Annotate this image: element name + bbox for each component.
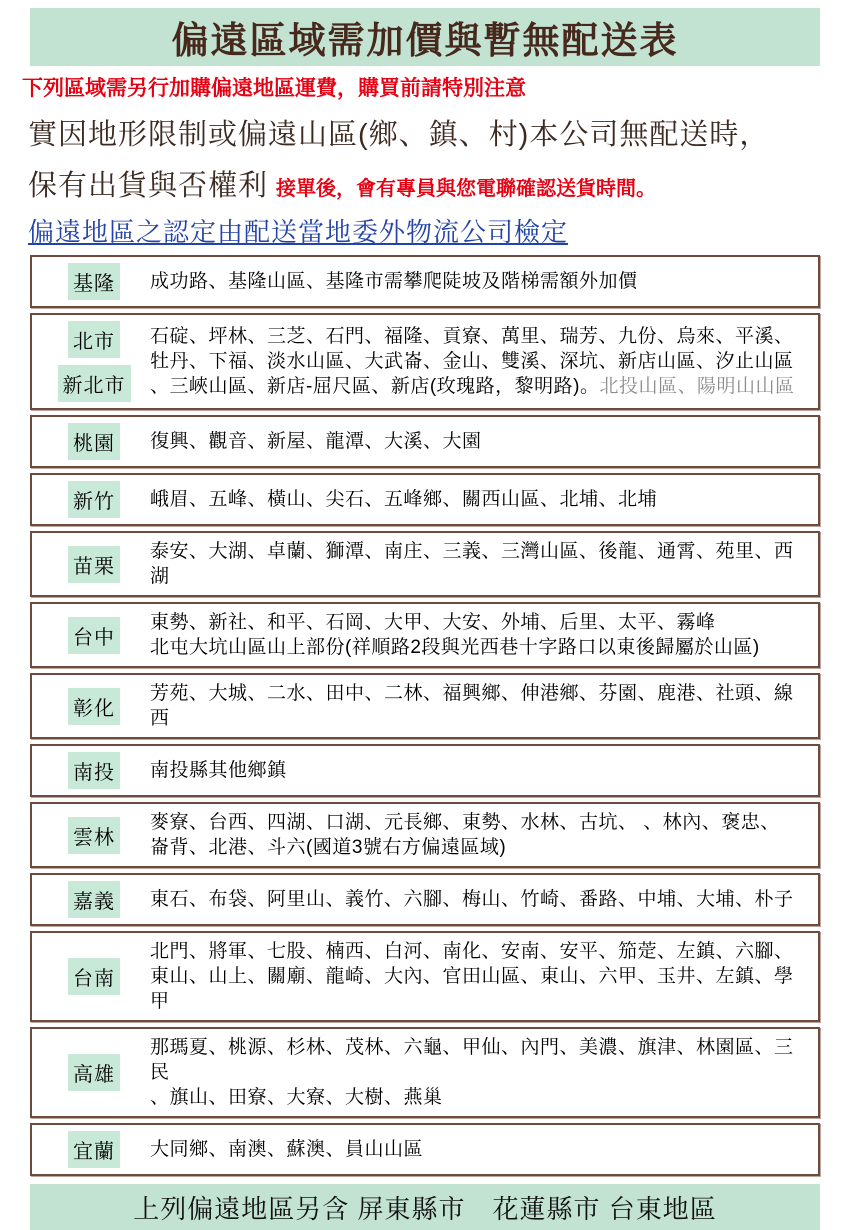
region-label: 台南	[68, 958, 120, 995]
row-line-text: 牡丹、下福、淡水山區、大武崙、金山、雙溪、深坑、新店山區、汐止山區	[150, 351, 794, 372]
region-label: 宜蘭	[68, 1131, 120, 1168]
row-line-text: 泰安、大湖、卓蘭、獅潭、南庄、三義、三灣山區、後龍、通霄、苑里、西湖	[150, 541, 794, 587]
table-row	[30, 255, 820, 308]
region-area-list	[150, 269, 638, 294]
row-line-text: 大同鄉、南澳、蘇澳、員山山區	[150, 1139, 424, 1160]
row-line-text: 、三峽山區、新店-屈尺區、新店(玫瑰路，黎明路)。	[150, 376, 600, 397]
row-line	[150, 1137, 423, 1162]
row-line-text: 成功路、基隆山區、基隆市需攀爬陡坡及階梯需額外加價	[150, 271, 638, 292]
region-area-list	[150, 939, 810, 1014]
table-row	[30, 873, 820, 926]
row-line	[150, 887, 794, 912]
row-line	[150, 374, 795, 399]
row-line-text: 復興、觀音、新屋、龍潭、大溪、大園	[150, 431, 482, 452]
region-area-list	[150, 1137, 423, 1162]
region-label-group	[52, 617, 136, 654]
region-label: 嘉義	[68, 881, 120, 918]
row-line	[150, 835, 780, 860]
blue-definition-line: 偏遠地區之認定由配送當地委外物流公司檢定	[28, 217, 569, 247]
region-label: 苗栗	[68, 546, 120, 583]
region-label: 雲林	[68, 817, 120, 854]
row-line-text: 芳苑、大城、二水、田中、二林、福興鄉、伸港鄉、芬園、鹿港、社頭、線西	[150, 683, 794, 729]
row-line-text: 東山、山上、關廟、龍崎、大內、官田山區、東山、六甲、玉井、左鎮、學甲	[150, 966, 794, 1012]
region-area-list	[150, 610, 760, 660]
region-label-group	[52, 423, 136, 460]
region-label: 新竹	[68, 481, 120, 518]
body-text-line2	[28, 163, 850, 204]
region-label-group	[52, 546, 136, 583]
body-text-line1: 實因地形限制或偏遠山區(鄉、鎮、村)本公司無配送時，	[28, 119, 770, 151]
table-row	[30, 313, 820, 410]
region-label: 南投	[68, 752, 120, 789]
row-line	[150, 810, 780, 835]
table-row	[30, 415, 820, 468]
region-label-group	[52, 752, 136, 789]
region-area-list	[150, 324, 795, 399]
row-line	[150, 610, 760, 635]
region-label: 桃園	[68, 423, 120, 460]
region-label-group	[52, 321, 136, 402]
region-label-group	[52, 817, 136, 854]
row-line	[150, 939, 810, 964]
region-label: 彰化	[68, 688, 120, 725]
table-row	[30, 1123, 820, 1176]
row-line	[150, 349, 795, 374]
region-label: 台中	[68, 617, 120, 654]
table-row	[30, 744, 820, 797]
region-area-list	[150, 810, 780, 860]
footer-text: 上列偏遠地區另含 屏東縣市 花蓮縣市 台東地區	[133, 1193, 717, 1224]
region-area-list	[150, 758, 287, 783]
row-line-text: 峨眉、五峰、橫山、尖石、五峰鄉、關西山區、北埔、北埔	[150, 489, 658, 510]
row-line-text: 北屯大坑山區山上部份(祥順路2段與光西巷十字路口以東後歸屬於山區)	[150, 637, 760, 658]
row-line	[150, 635, 760, 660]
page-title: 偏遠區域需加價與暫無配送表	[171, 20, 679, 61]
row-line-text: 那瑪夏、桃源、杉林、茂林、六龜、甲仙、內門、美濃、旗津、林園區、三民	[150, 1037, 794, 1083]
region-label: 高雄	[68, 1054, 120, 1091]
region-label-group	[52, 263, 136, 300]
region-label: 新北市	[58, 365, 131, 402]
row-line	[150, 324, 795, 349]
table-row	[30, 802, 820, 868]
region-label-group	[52, 1054, 136, 1091]
table-row	[30, 673, 820, 739]
region-label-group	[52, 688, 136, 725]
row-line-text: 麥寮、台西、四湖、口湖、元長鄉、東勢、水林、古坑、 、林內、褒忠、	[150, 812, 780, 833]
region-area-list	[150, 681, 810, 731]
row-line	[150, 487, 657, 512]
body-text-line2-main: 保有出貨與否權利	[28, 170, 269, 202]
row-line	[150, 758, 287, 783]
row-line	[150, 964, 810, 1014]
table-row	[30, 473, 820, 526]
footer-banner	[30, 1184, 820, 1230]
row-line-text: 石碇、坪林、三芝、石門、福隆、貢寮、萬里、瑞芳、九份、烏來、平溪、	[150, 326, 794, 347]
body-text-line2-red: 接單後，會有專員與您電聯確認送貨時間。	[276, 178, 657, 200]
title-banner	[30, 8, 820, 66]
row-line	[150, 1035, 810, 1085]
row-line	[150, 269, 638, 294]
region-area-list	[150, 487, 657, 512]
row-line-text: 北門、將軍、七股、楠西、白河、南化、安南、安平、笳萣、左鎮、六腳、	[150, 941, 794, 962]
region-area-list	[150, 887, 794, 912]
table-row	[30, 931, 820, 1022]
row-line	[150, 1085, 810, 1110]
row-line-gray-text: 北投山區、陽明山山區	[599, 376, 795, 397]
region-area-list	[150, 539, 810, 589]
region-label-group	[52, 481, 136, 518]
row-line-text: 東勢、新社、和平、石岡、大甲、大安、外埔、后里、太平、霧峰	[150, 612, 716, 633]
region-label: 基隆	[68, 263, 120, 300]
region-label: 北市	[68, 321, 120, 358]
red-notice-line: 下列區域需另行加購偏遠地區運費，購買前請特別注意	[22, 76, 526, 100]
row-line	[150, 681, 810, 731]
table-row	[30, 602, 820, 668]
row-line	[150, 429, 482, 454]
region-area-list	[150, 429, 482, 454]
region-label-group	[52, 958, 136, 995]
row-line-text: 、旗山、田寮、大寮、大樹、燕巢	[150, 1087, 443, 1108]
row-line-text: 東石、布袋、阿里山、義竹、六腳、梅山、竹崎、番路、中埔、大埔、朴子	[150, 889, 794, 910]
row-line	[150, 539, 810, 589]
region-label-group	[52, 1131, 136, 1168]
region-label-group	[52, 881, 136, 918]
table-row	[30, 1027, 820, 1118]
remote-area-table	[30, 255, 820, 1176]
table-row	[30, 531, 820, 597]
row-line-text: 南投縣其他鄉鎮	[150, 760, 287, 781]
row-line-text: 崙背、北港、斗六(國道3號右方偏遠區域)	[150, 837, 507, 858]
region-area-list	[150, 1035, 810, 1110]
